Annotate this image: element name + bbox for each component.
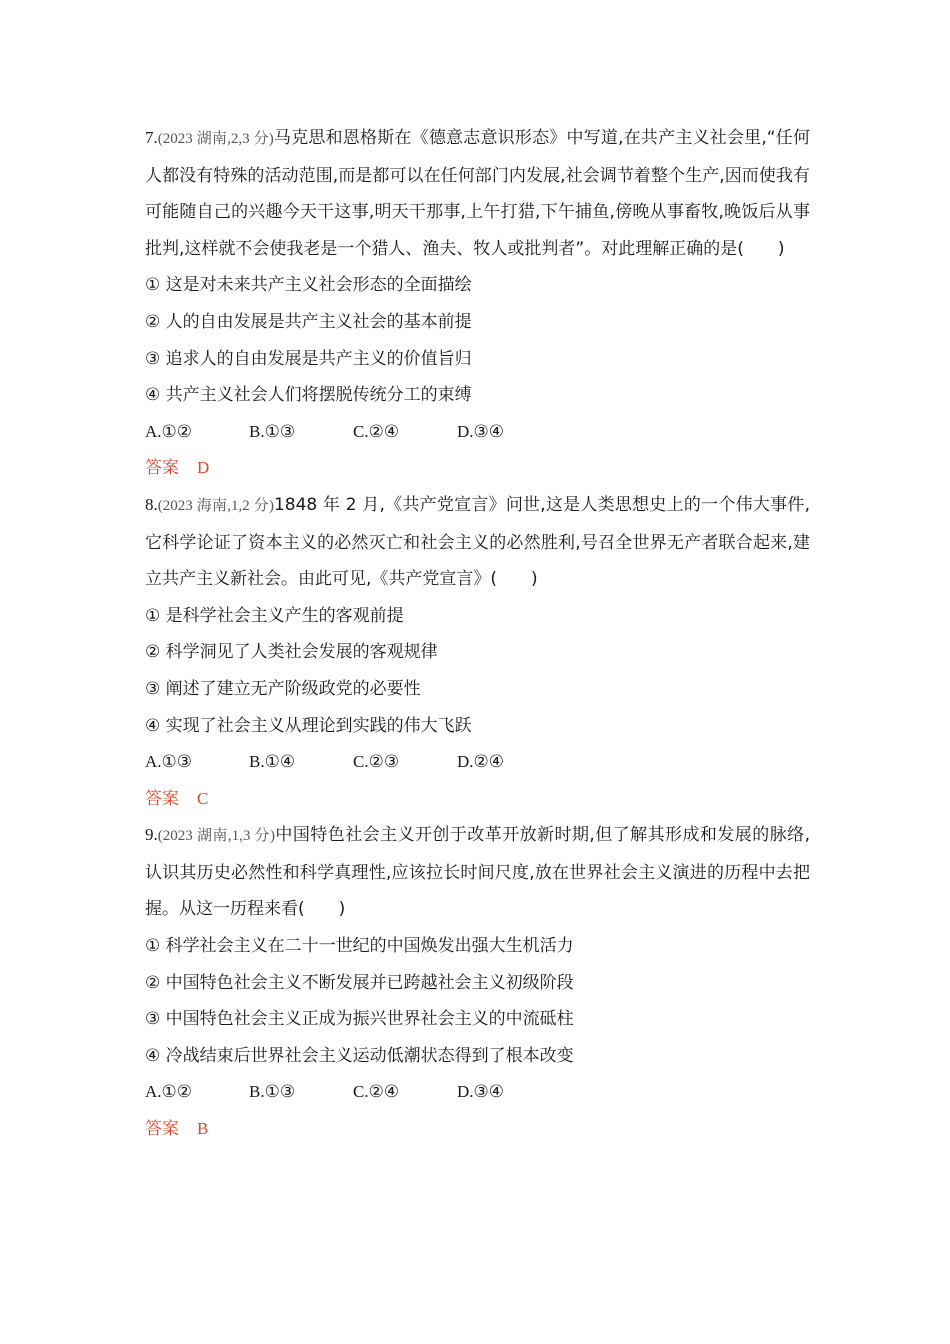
question-text: 1848 年 2 月,《共产党宣言》问世,这是人类思想史上的一个伟大事件,它科学论证了资本主义的必然灭亡和社会主义的必然胜利,号召全世界无产者联合起来,建立共产主义新社会。由此可见,《共产党宣言》( ) bbox=[145, 494, 810, 590]
answer-line bbox=[145, 781, 810, 818]
choice-b: B.①③ bbox=[249, 1082, 296, 1102]
statement-1: ① 是科学社会主义产生的客观前提 bbox=[145, 605, 404, 626]
question-number: 9. bbox=[145, 825, 158, 845]
choice-a: A.①② bbox=[145, 421, 193, 441]
choice-row bbox=[145, 744, 810, 781]
statement-4: ④ 共产主义社会人们将摆脱传统分工的束缚 bbox=[145, 385, 472, 406]
statement-4: ④ 冷战结束后世界社会主义运动低潮状态得到了根本改变 bbox=[145, 1045, 574, 1066]
question-number: 8. bbox=[145, 494, 158, 514]
statement-1: ① 科学社会主义在二十一世纪的中国焕发出强大生机活力 bbox=[145, 936, 574, 957]
question-number: 7. bbox=[145, 128, 158, 147]
question-stem bbox=[145, 817, 810, 928]
answer-label: 答案 bbox=[145, 1119, 179, 1140]
statement-2: ② 人的自由发展是共产主义社会的基本前提 bbox=[145, 311, 472, 332]
statement-3: ③ 追求人的自由发展是共产主义的价值旨归 bbox=[145, 348, 472, 369]
question-text: 中国特色社会主义开创于改革开放新时期,但了解其形成和发展的脉络,认识其历史必然性和科学真理性,应该拉长时间尺度,放在世界社会主义演进的历程中去把握。从这一历程来看( ) bbox=[145, 825, 810, 920]
question-source: (2023 海南,1,2 分) bbox=[157, 497, 274, 514]
statement-2: ② 中国特色社会主义不断发展并已跨越社会主义初级阶段 bbox=[145, 972, 574, 993]
choice-b: B.①③ bbox=[249, 421, 296, 441]
document-page bbox=[145, 120, 810, 1148]
question-text: 马克思和恩格斯在《德意志意识形态》中写道,在共产主义社会里,“任何人都没有特殊的活动范围,而是都可以在任何部门内发展,社会调节着整个生产,因而使我有可能随自己的兴趣今天干这事,明天干那事,上午打猎,下午捕鱼,傍晚从事畜牧,晚饭后从事批判,这样就不会使我老是一个猎人、渔夫、牧人或批判者”。对此理解正确的是( ) bbox=[145, 128, 810, 259]
answer-line bbox=[145, 450, 810, 487]
choice-a: A.①③ bbox=[145, 752, 193, 772]
statement-1: ① 这是对未来共产主义社会形态的全面描绘 bbox=[145, 275, 472, 296]
statement-3: ③ 阐述了建立无产阶级政党的必要性 bbox=[145, 678, 421, 699]
question-stem bbox=[145, 120, 810, 267]
choice-row bbox=[145, 414, 810, 451]
statement-3: ③ 中国特色社会主义正成为振兴世界社会主义的中流砥柱 bbox=[145, 1009, 574, 1030]
statement-2: ② 科学洞见了人类社会发展的客观规律 bbox=[145, 642, 438, 663]
question-7 bbox=[145, 120, 810, 487]
choice-d: D.③④ bbox=[457, 421, 505, 441]
choice-d: D.②④ bbox=[457, 752, 505, 772]
choice-row bbox=[145, 1074, 810, 1111]
answer-value: D bbox=[197, 458, 210, 478]
answer-value: B bbox=[197, 1119, 209, 1139]
choice-c: C.②④ bbox=[353, 1082, 400, 1102]
question-9 bbox=[145, 817, 810, 1147]
choice-a: A.①② bbox=[145, 1082, 193, 1102]
question-stem bbox=[145, 487, 810, 598]
choice-c: C.②③ bbox=[353, 752, 400, 772]
question-source: (2023 湖南,1,3 分) bbox=[157, 828, 275, 845]
answer-line bbox=[145, 1111, 810, 1148]
question-source: (2023 湖南,2,3 分) bbox=[157, 131, 274, 147]
statement-4: ④ 实现了社会主义从理论到实践的伟大飞跃 bbox=[145, 715, 472, 736]
choice-c: C.②④ bbox=[353, 421, 400, 441]
question-8 bbox=[145, 487, 810, 817]
answer-label: 答案 bbox=[145, 788, 179, 809]
choice-b: B.①④ bbox=[249, 752, 296, 772]
choice-d: D.③④ bbox=[457, 1082, 505, 1102]
answer-label: 答案 bbox=[145, 458, 179, 479]
answer-value: C bbox=[197, 788, 209, 808]
